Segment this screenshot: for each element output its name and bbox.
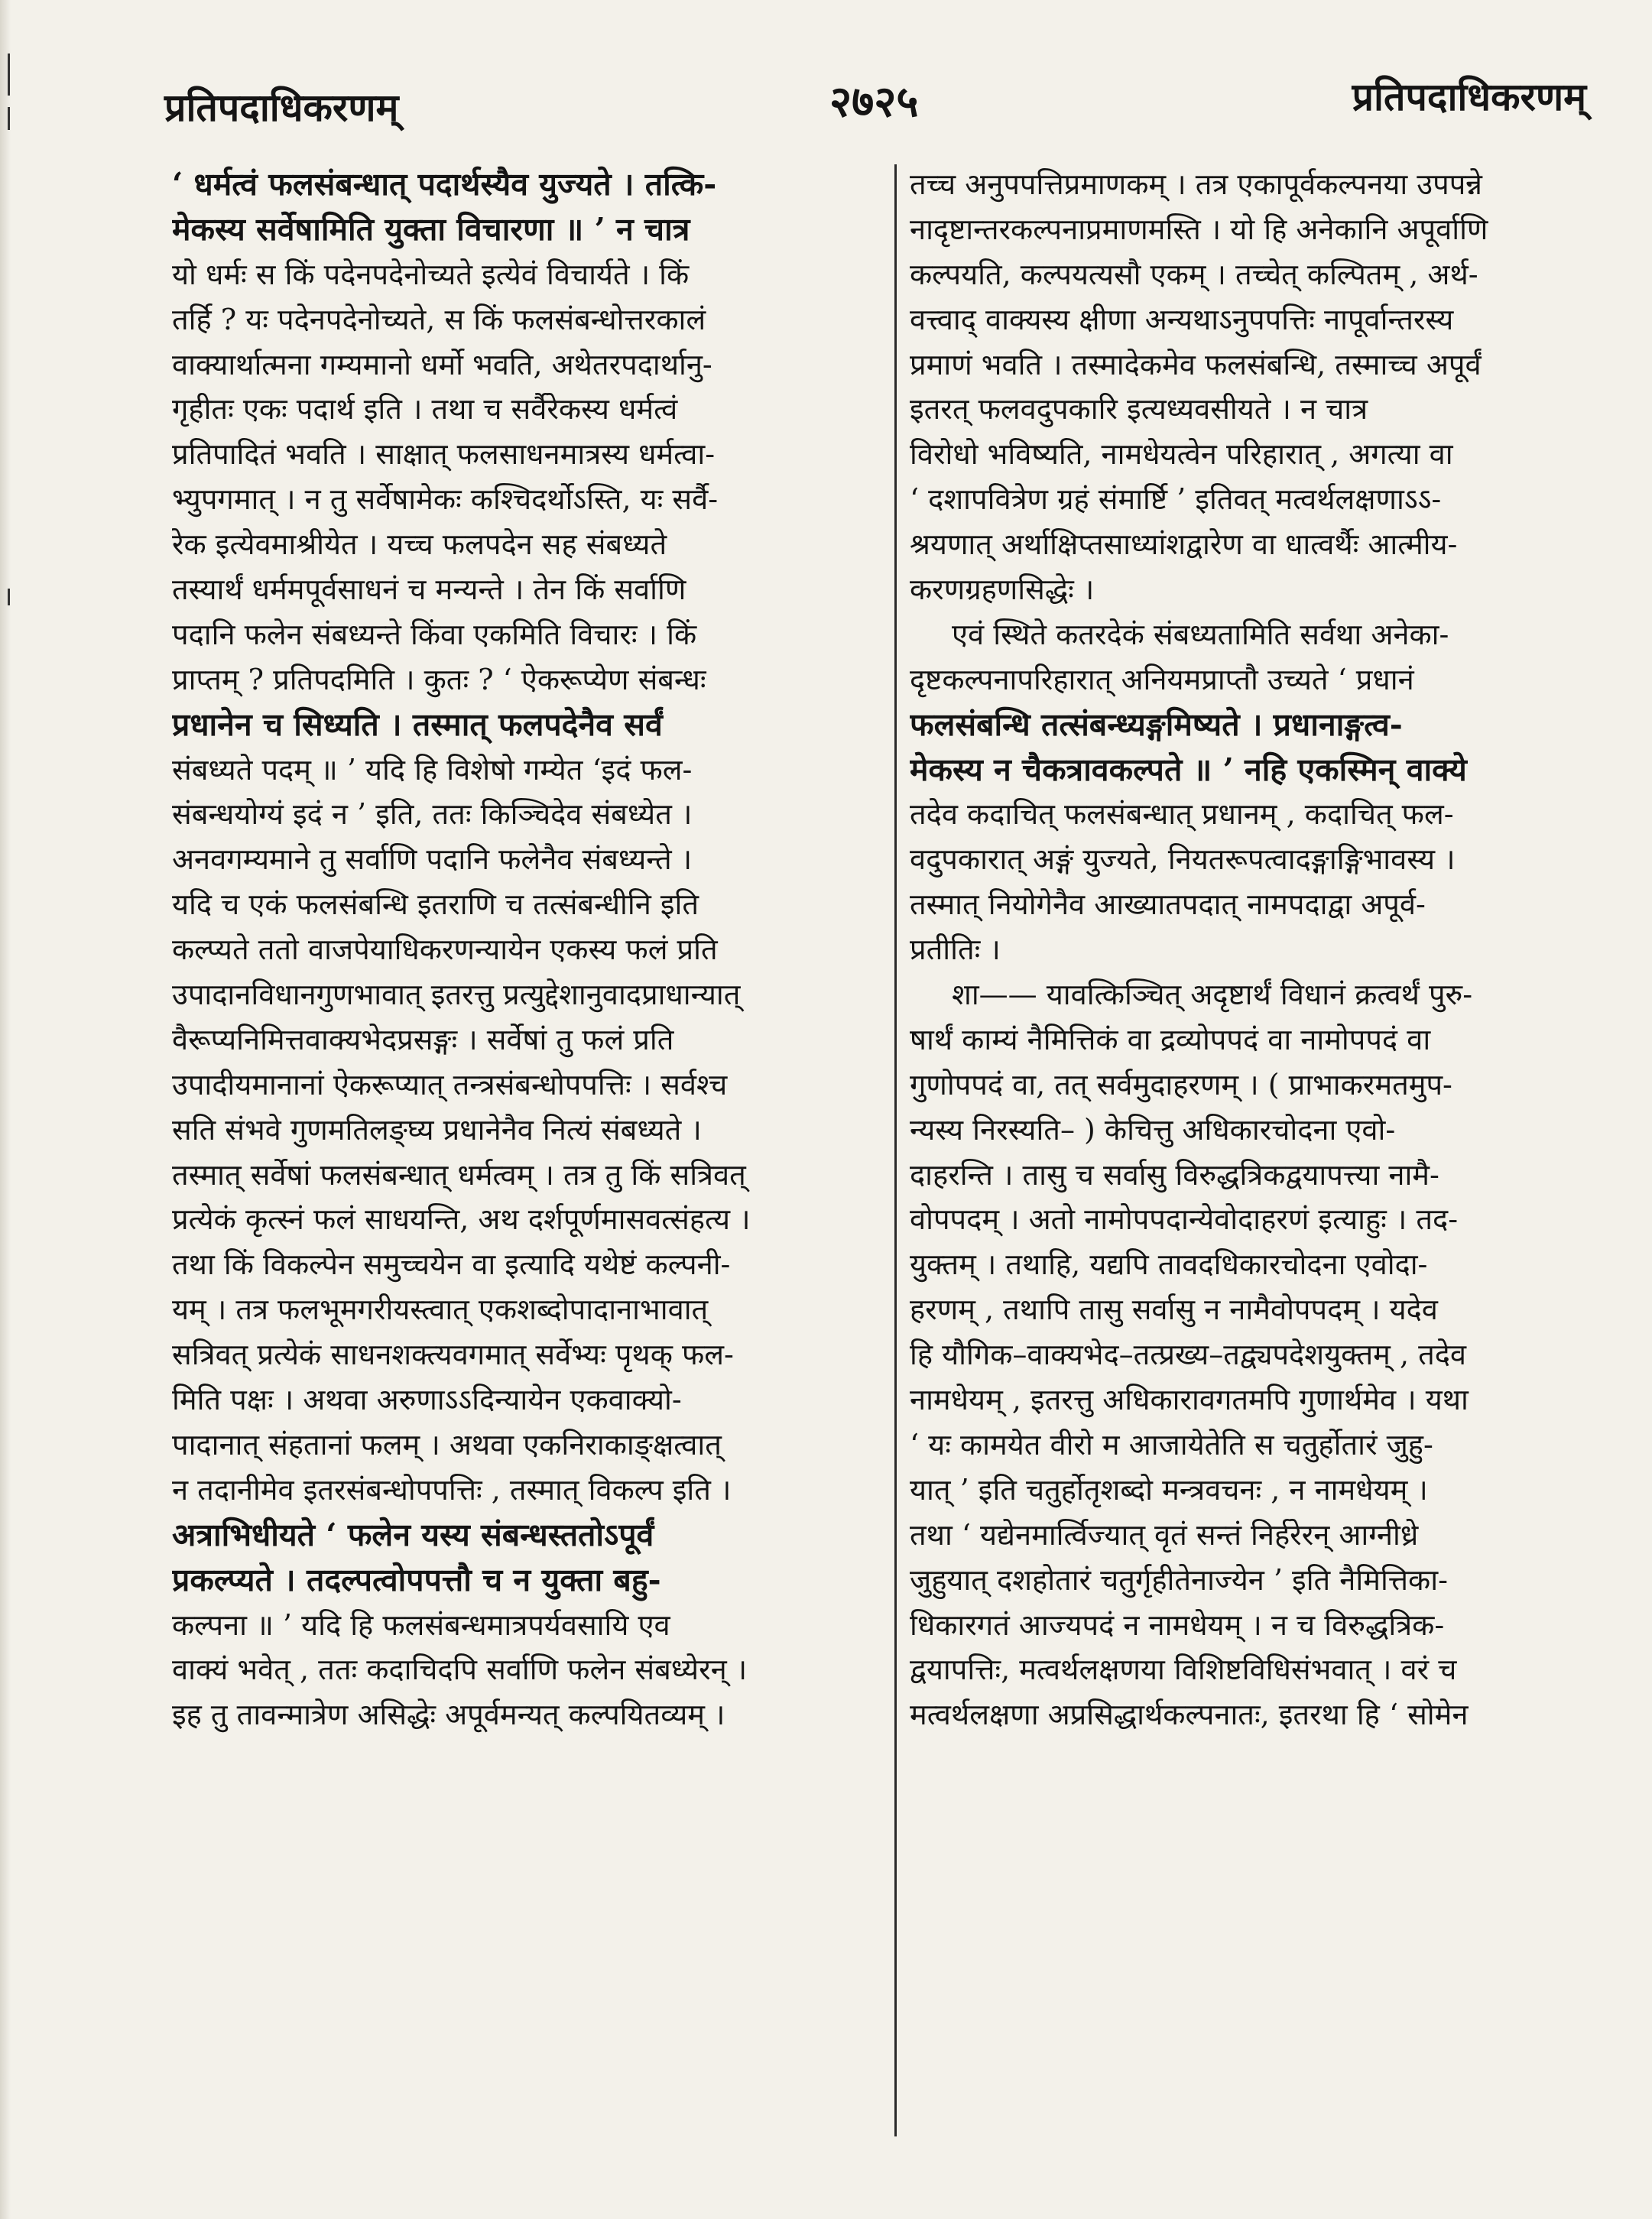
text-line: पदानि फलेन संबध्यन्ते किंवा एकमिति विचारः । किं — [172, 617, 697, 651]
text-line: षार्थं काम्यं नैमित्तिकं वा द्रव्योपपदं वा नामोपपदं वा — [910, 1022, 1431, 1056]
text-line: धिकारगतं आज्यपदं न नामधेयम् । न च विरुद्धत्रिक- — [910, 1607, 1445, 1642]
text-line: उपादानविधानगुणभावात् इतरत्तु प्रत्युद्देशानुवादप्राधान्यात् — [172, 978, 741, 1012]
page-edge — [0, 0, 11, 2219]
text-line: अनवगम्यमाने तु सर्वाणि पदानि फलेनैव संबध्यन्ते । — [172, 842, 693, 877]
text-line: तस्मात् सर्वेषां फलसंबन्धात् धर्मत्वम् । तत्र तु किं सत्रिवत् — [172, 1157, 746, 1192]
text-line: एवं स्थिते कतरदेकं संबध्यतामिति सर्वथा अनेका- — [952, 617, 1449, 651]
text-line: तदेव कदाचित् फलसंबन्धात् प्रधानम् , कदाचित् फल- — [910, 797, 1454, 832]
text-line: वत्त्वाद् वाक्यस्य क्षीणा अन्यथाऽनुपपत्तिः नापूर्वान्तरस्य — [910, 302, 1454, 336]
text-line: वाक्यार्थात्मना गम्यमानो धर्मो भवति, अथेतरपदार्थानु- — [172, 347, 712, 381]
page-header — [164, 65, 1586, 134]
text-line: संबन्धयोग्यं इदं न ’ इति, ततः किञ्चिदेव संबध्येत । — [172, 797, 693, 832]
text-line: विरोधो भविष्यति, नामधेयत्वेन परिहारात् , अगत्या वा — [910, 437, 1453, 472]
text-line: ‘ दशापवित्रेण ग्रहं संमार्ष्टि ’ इतिवत् मत्वर्थलक्षणाऽऽ- — [910, 482, 1442, 517]
text-line: तथा ‘ यद्येनमार्त्विज्यात् वृतं सन्तं निर्हरेरन् आग्नीध्रे — [910, 1517, 1419, 1552]
text-line: संबध्यते पदम् ॥ ’ यदि हि विशेषो गम्येत ‘इदं फल- — [172, 752, 693, 787]
page-number: २७२५ — [829, 76, 919, 127]
text-line: नामधेयम् , इतरत्तु अधिकारावगतमपि गुणार्थमेव । यथा — [910, 1383, 1469, 1417]
text-line: रेक इत्येवमाश्रीयेत । यच्च फलपदेन सह संबध्यते — [172, 527, 667, 562]
column-divider — [894, 164, 897, 2136]
text-line: पादानात् संहतानां फलम् । अथवा एकनिराकाङ्क्षत्वात् — [172, 1427, 722, 1461]
text-line: प्रकल्प्यते । तदल्पत्वोपपत्तौ च न युक्ता बहु- — [172, 1561, 661, 1598]
text-line: गृहीतः एकः पदार्थ इति । तथा च सर्वैरेकस्य धर्मत्वं — [172, 392, 678, 427]
text-line: तस्मात् नियोगेनैव आख्यातपदात् नामपदाद्वा अपूर्व- — [910, 887, 1426, 922]
text-line: न्यस्य निरस्यति– ) केचित्तु अधिकारचोदना एवो- — [910, 1112, 1396, 1147]
text-line: मिति पक्षः । अथवा अरुणाऽऽदिन्यायेन एकवाक्यो- — [172, 1383, 682, 1417]
text-line: भ्युपगमात् । न तु सर्वेषामेकः कश्चिदर्थोऽस्ति, यः सर्वै- — [172, 482, 719, 517]
text-line: प्राप्तम् ? प्रतिपदमिति । कुतः ? ‘ ऐकरूप्येण संबन्धः — [172, 662, 706, 696]
text-line: कल्प्यते ततो वाजपेयाधिकरणन्यायेन एकस्य फलं प्रति — [172, 933, 718, 967]
margin-mark — [8, 107, 10, 130]
left-column — [172, 162, 879, 1737]
text-line: दृष्टकल्पनापरिहारात् अनियमप्राप्तौ उच्यते ‘ प्रधानं — [910, 662, 1414, 696]
text-line: हि यौगिक–वाक्यभेद–तत्प्रख्य–तद्व्यपदेशयुक्तम् , तदेव — [910, 1338, 1467, 1372]
text-line: सत्रिवत् प्रत्येकं साधनशक्त्यवगमात् सर्वेभ्यः पृथक् फल- — [172, 1338, 734, 1372]
text-line: नादृष्टान्तरकल्पनाप्रमाणमस्ति । यो हि अनेकानि अपूर्वाणि — [910, 212, 1488, 246]
text-line: ‘ धर्मत्वं फलसंबन्धात् पदार्थस्यैव युज्यते । तत्कि- — [172, 166, 717, 203]
text-line: युक्तम् । तथाहि, यद्यपि तावदधिकारचोदना एवोदा- — [910, 1247, 1428, 1282]
text-line: वाक्यं भवेत् , ततः कदाचिदपि सर्वाणि फलेन संबध्येरन् । — [172, 1653, 748, 1687]
text-line: तस्यार्थं धर्ममपूर्वसाधनं च मन्यन्ते । तेन किं सर्वाणि — [172, 573, 686, 607]
right-column — [910, 162, 1586, 1737]
text-line: करणग्रहणसिद्धेः । — [910, 573, 1095, 607]
text-line: हरणम् , तथापि तासु सर्वासु न नामैवोपपदम् । यदेव — [910, 1293, 1438, 1327]
text-line: प्रधानेन च सिध्यति । तस्मात् फलपदेनैव सर्वं — [172, 706, 663, 743]
text-line: तथा किं विकल्पेन समुच्चयेन वा इत्यादि यथेष्टं कल्पनी- — [172, 1247, 731, 1282]
running-title-left: प्रतिपदाधिकरणम् — [164, 85, 399, 130]
text-line: इतरत् फलवदुपकारि इत्यध्यवसीयते । न चात्र — [910, 392, 1368, 427]
text-line: कल्पयति, कल्पयत्यसौ एकम् । तच्चेत् कल्पितम् , अर्थ- — [910, 257, 1478, 291]
margin-mark — [8, 54, 10, 96]
text-line: यम् । तत्र फलभूमगरीयस्त्वात् एकशब्दोपादानाभावात् — [172, 1293, 709, 1327]
running-title-right: प्रतिपदाधिकरणम् — [1352, 74, 1586, 119]
text-line: प्रत्येकं कृत्स्नं फलं साधयन्ति, अथ दर्शपूर्णमासवत्संहत्य । — [172, 1202, 751, 1237]
text-line: तर्हि ? यः पदेनपदेनोच्यते, स किं फलसंबन्धोत्तरकालं — [172, 302, 706, 336]
text-line: प्रतीतिः । — [910, 933, 1001, 967]
text-line: प्रमाणं भवति । तस्मादेकमेव फलसंबन्धि, तस्माच्च अपूर्वं — [910, 347, 1482, 381]
text-line: श्रयणात् अर्थाक्षिप्तसाध्यांशद्वारेण वा धात्वर्थैः आत्मीय- — [910, 527, 1458, 562]
text-line: ‘ यः कामयेत वीरो म आजायेतेति स चतुर्होतारं जुहु- — [910, 1427, 1433, 1461]
margin-mark — [8, 589, 10, 605]
text-line: मत्वर्थलक्षणा अप्रसिद्धार्थकल्पनातः, इतरथा हि ‘ सोमेन — [910, 1698, 1469, 1732]
text-line: तच्च अनुपपत्तिप्रमाणकम् । तत्र एकापूर्वकल्पनया उपपन्ने — [910, 167, 1482, 201]
text-line: अत्राभिधीयते ‘ फलेन यस्य संबन्धस्ततोऽपूर्वं — [172, 1516, 654, 1553]
text-line: शा—— यावत्किञ्चित् अदृष्टार्थं विधानं क्रत्वर्थं पुरु- — [952, 978, 1473, 1012]
text-line: प्रतिपादितं भवति । साक्षात् फलसाधनमात्रस्य धर्मत्वा- — [172, 437, 716, 472]
text-line: वोपपदम् । अतो नामोपपदान्येवोदाहरणं इत्याहुः । तद- — [910, 1202, 1459, 1237]
text-line: वदुपकारात् अङ्गं युज्यते, नियतरूपत्वादङ्गाङ्गिभावस्य । — [910, 842, 1456, 877]
text-line: वैरूप्यनिमित्तवाक्यभेदप्रसङ्गः । सर्वेषां तु फलं प्रति — [172, 1022, 674, 1056]
text-line: यात् ’ इति चतुर्होतृशब्दो मन्त्रवचनः , न नामधेयम् । — [910, 1472, 1428, 1507]
text-line: गुणोपपदं वा, तत् सर्वमुदाहरणम् । ( प्राभाकरमतमुप- — [910, 1067, 1452, 1101]
text-line: सति संभवे गुणमतिलङ्घ्य प्रधानेनैव नित्यं संबध्यते । — [172, 1112, 702, 1147]
text-line: इह तु तावन्मात्रेण असिद्धेः अपूर्वमन्यत् कल्पयितव्यम् । — [172, 1698, 725, 1732]
text-line: उपादीयमानानां ऐकरूप्यात् तन्त्रसंबन्धोपपत्तिः । सर्वश्च — [172, 1067, 728, 1101]
text-line: कल्पना ॥ ’ यदि हि फलसंबन्धमात्रपर्यवसायि एव — [172, 1607, 670, 1642]
text-line: फलसंबन्धि तत्संबन्ध्यङ्गमिष्यते । प्रधानाङ्गत्व- — [910, 706, 1403, 743]
text-line: यदि च एकं फलसंबन्धि इतराणि च तत्संबन्धीनि इति — [172, 887, 699, 922]
text-line: न तदानीमेव इतरसंबन्धोपपत्तिः , तस्मात् विकल्प इति । — [172, 1472, 732, 1507]
text-line: यो धर्मः स किं पदेनपदेनोच्यते इत्येवं विचार्यते । किं — [172, 257, 690, 291]
text-line: दाहरन्ति । तासु च सर्वासु विरुद्धत्रिकद्वयापत्त्या नामै- — [910, 1157, 1439, 1192]
text-line: मेकस्य न चैकत्रावकल्पते ॥ ’ नहि एकस्मिन् वाक्ये — [910, 751, 1467, 788]
text-line: द्वयापत्तिः, मत्वर्थलक्षणया विशिष्टविधिसंभवात् । वरं च — [910, 1653, 1457, 1687]
text-line: जुहुयात् दशहोतारं चतुर्गृहीतेनाज्येन ’ इति नैमित्तिका- — [910, 1562, 1448, 1597]
text-line: मेकस्य सर्वेषामिति युक्ता विचारणा ॥ ’ न चात्र — [172, 210, 690, 248]
